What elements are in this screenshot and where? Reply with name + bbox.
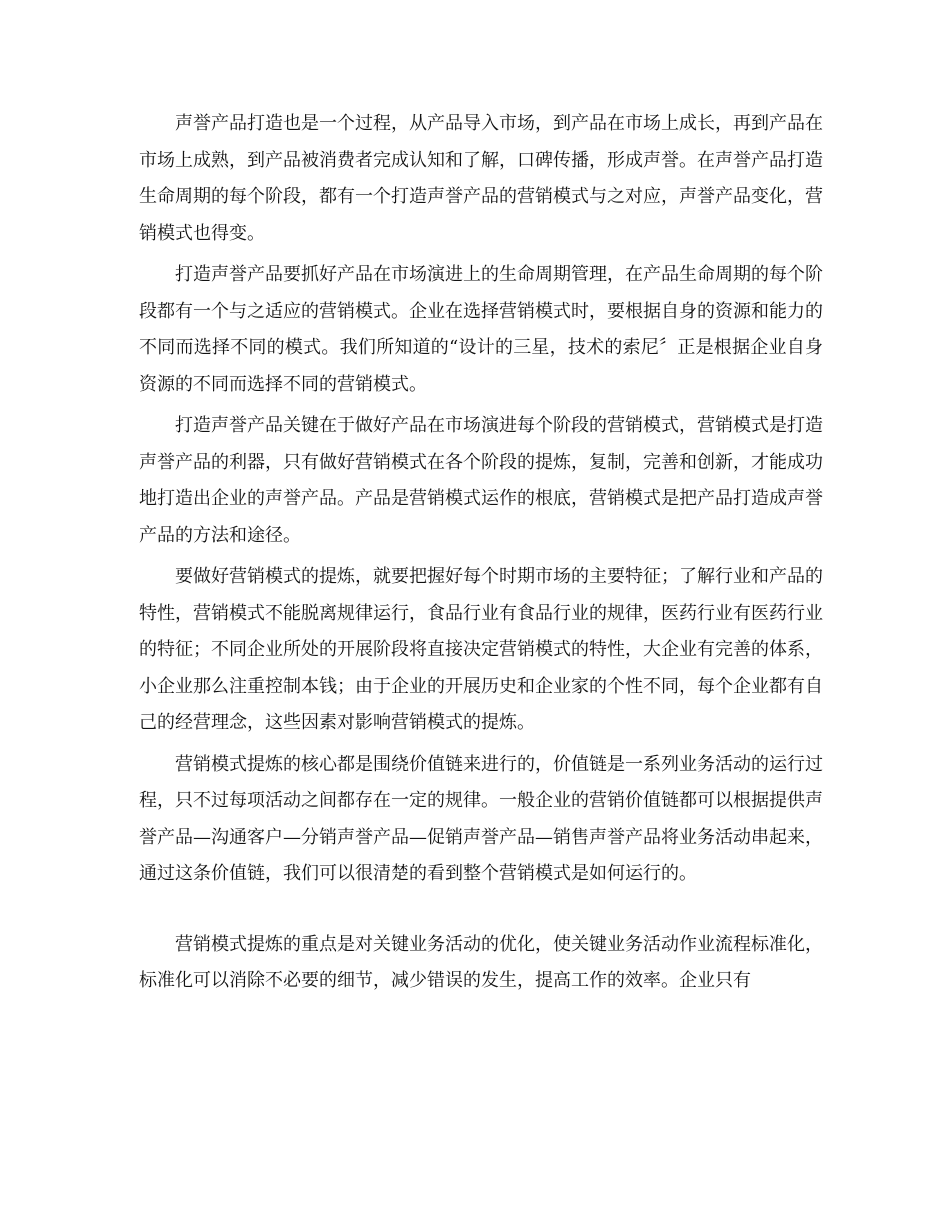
paragraph-2: 打造声誉产品要抓好产品在市场演进上的生命周期管理，在产品生命周期的每个阶段都有一个与之适应的营销模式。企业在选择营销模式时，要根据自身的资源和能力的不同而选择不同的模式。我们所知道的“设计的三星，技术的索尼〞正是根据企业自身资源的不同而选择不同的营销模式。: [139, 264, 823, 395]
paragraph-1: 声誉产品打造也是一个过程，从产品导入市场，到产品在市场上成长，再到产品在市场上成熟，到产品被消费者完成认知和了解，口碑传播，形成声誉。在声誉产品打造生命周期的每个阶段，都有一个打造声誉产品的营销模式与之对应，声誉产品变化，营销模式也得变。: [139, 113, 823, 244]
paragraph-6: 营销模式提炼的重点是对关键业务活动的优化，使关键业务活动作业流程标准化，标准化可以消除不必要的细节，减少错误的发生，提高工作的效率。企业只有: [139, 933, 823, 991]
document-body: [139, 106, 823, 1005]
paragraph-5: 营销模式提炼的核心都是围绕价值链来进行的，价值链是一系列业务活动的运行过程，只不过每项活动之间都存在一定的规律。一般企业的营销价值链都可以根据提供声誉产品—沟通客户—分销声誉产品—促销声誉产品—销售声誉产品将业务活动串起来，通过这条价值链，我们可以很清楚的看到整个营销模式是如何运行的。: [139, 753, 823, 884]
paragraph-3: 打造声誉产品关键在于做好产品在市场演进每个阶段的营销模式，营销模式是打造声誉产品的利器，只有做好营销模式在各个阶段的提炼，复制，完善和创新，才能成功地打造出企业的声誉产品。产品是营销模式运作的根底，营销模式是把产品打造成声誉产品的方法和途径。: [139, 415, 823, 546]
paragraph-4: 要做好营销模式的提炼，就要把握好每个时期市场的主要特征；了解行业和产品的特性，营销模式不能脱离规律运行，食品行业有食品行业的规律，医药行业有医药行业的特征；不同企业所处的开展阶段将直接决定营销模式的特性，大企业有完善的体系，小企业那么注重控制本钱；由于企业的开展历史和企业家的个性不同，每个企业都有自己的经营理念，这些因素对影响营销模式的提炼。: [139, 566, 823, 733]
